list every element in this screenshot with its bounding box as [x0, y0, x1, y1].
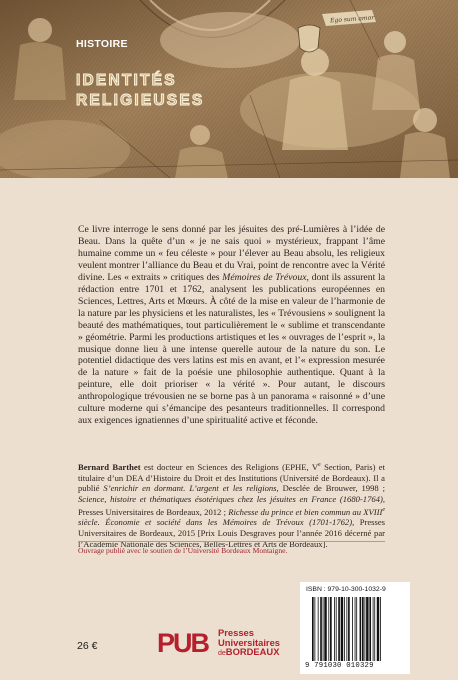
svg-text:PUB: PUB: [157, 628, 209, 656]
bio-text-1: est docteur en Sciences des Religions (EPHE, V: [140, 461, 319, 472]
baroque-engraving-image: [0, 0, 458, 178]
bio-text-3: , Desclée de Brouwer, 1998 ;: [276, 483, 385, 494]
back-cover-blurb: [78, 224, 385, 427]
author-biography: [78, 460, 385, 549]
collection-title-line-2: RELIGIEUSES: [76, 92, 205, 109]
bio-text-5: , Presses Universitaires de Bordeaux, 2015 [Prix Louis Desgraves pour l’année 2016 décerné par l’Académie Nationale des Sciences, Belles-Lettres et Arts de Bordeaux].: [78, 517, 385, 549]
divider: [78, 541, 385, 542]
publisher-line-3-main: BORDEAUX: [225, 646, 280, 658]
series-label: HISTOIRE: [76, 38, 128, 50]
bio-book-3: Richesse du prince et bien commun au XVIII: [228, 506, 383, 517]
engraving-inscription: Ego sum amor: [329, 14, 375, 25]
bio-text-2: Section, Paris) et titulaire d’un DEA d’Histoire du Droit et des Institutions (Université de Bordeaux). Il a publié: [78, 461, 386, 494]
bio-text-4: , Presses Universitaires de Bordeaux, 2012 ;: [78, 493, 385, 517]
bio-book-2: Science, histoire et thématiques ésotériques chez les jésuites en France (1680-1764): [78, 493, 383, 504]
cover-engraving-header: [0, 0, 458, 178]
bio-book-3-superscript: e: [382, 506, 385, 513]
barcode-icon: [312, 597, 400, 661]
blurb-journal-title: Mémoires de Trévoux: [222, 271, 307, 283]
publisher-line-2: Universitaires: [218, 636, 281, 648]
bio-book-1: S’enrichir en dormant. L’argent et les religions: [103, 483, 277, 494]
publisher-line-1: Presses: [218, 627, 254, 638]
support-note: Ouvrage publié avec le soutien de l’Université Bordeaux Montaigne.: [78, 546, 288, 555]
blurb-text-2: , dont ils assurent la rédaction entre 1701 et 1762, analysent les publications européennes en Sciences, Lettres, Arts et Mœurs. À côté de la mise en valeur de l’harmonie de la nature par les physiciens et les naturalistes, les « Trévousiens » soulignent la beauté des mathématiques, tout particulièrement le « sublime et transcendante » géométrie. Parmi les productions artistiques et les « ouvrages de l’esprit », la musique donne lieu à une intense querelle autour de la nature du son. Le potentiel didactique des vers latins est mis en avant, et l’« expression mesurée de la nature » fait de la poésie une philosophie authentique. Quant à la peinture, elle doit prioriser « la vérité ». Pour autant, le discours anthropologique trévousien ne se borne pas à un panorama « raisonné » d’une culture moderne qui s’émancipe des pesanteurs traditionnelles. Il correspond aux exigences ignatiennes d’une spiritualité active et féconde.: [78, 271, 385, 427]
bio-book-3-rest: siècle. Économie et société dans les Mémoires de Trévoux (1701-1762): [78, 517, 353, 528]
publisher-line-3: [218, 647, 280, 659]
author-name: Bernard Barthet: [78, 461, 141, 472]
publisher-line-3-prefix: de: [218, 650, 226, 658]
barcode-digits: 9 791030 010329: [305, 662, 374, 670]
publisher-name: [218, 628, 280, 659]
price: 26 €: [77, 640, 98, 652]
isbn-label: ISBN : 979-10-300-1032-9: [306, 586, 386, 593]
pub-logo-icon: [157, 628, 215, 656]
blurb-text-1: Ce livre interroge le sens donné par les jésuites des pré-Lumières à l’idée de Beau. Dans la quête d’un « je ne sais quoi » mystérieux, frappant l’âme humaine comme un « feu céleste » pour l’élever au Beau absolu, les religieux veulent montrer l’alliance du Beau et du Vrai, point de rencontre avec la Vérité divine. Les « extraits » critiques des: [78, 224, 385, 283]
collection-title-line-1: IDENTITÉS: [76, 72, 177, 89]
bio-superscript: e: [318, 462, 321, 468]
